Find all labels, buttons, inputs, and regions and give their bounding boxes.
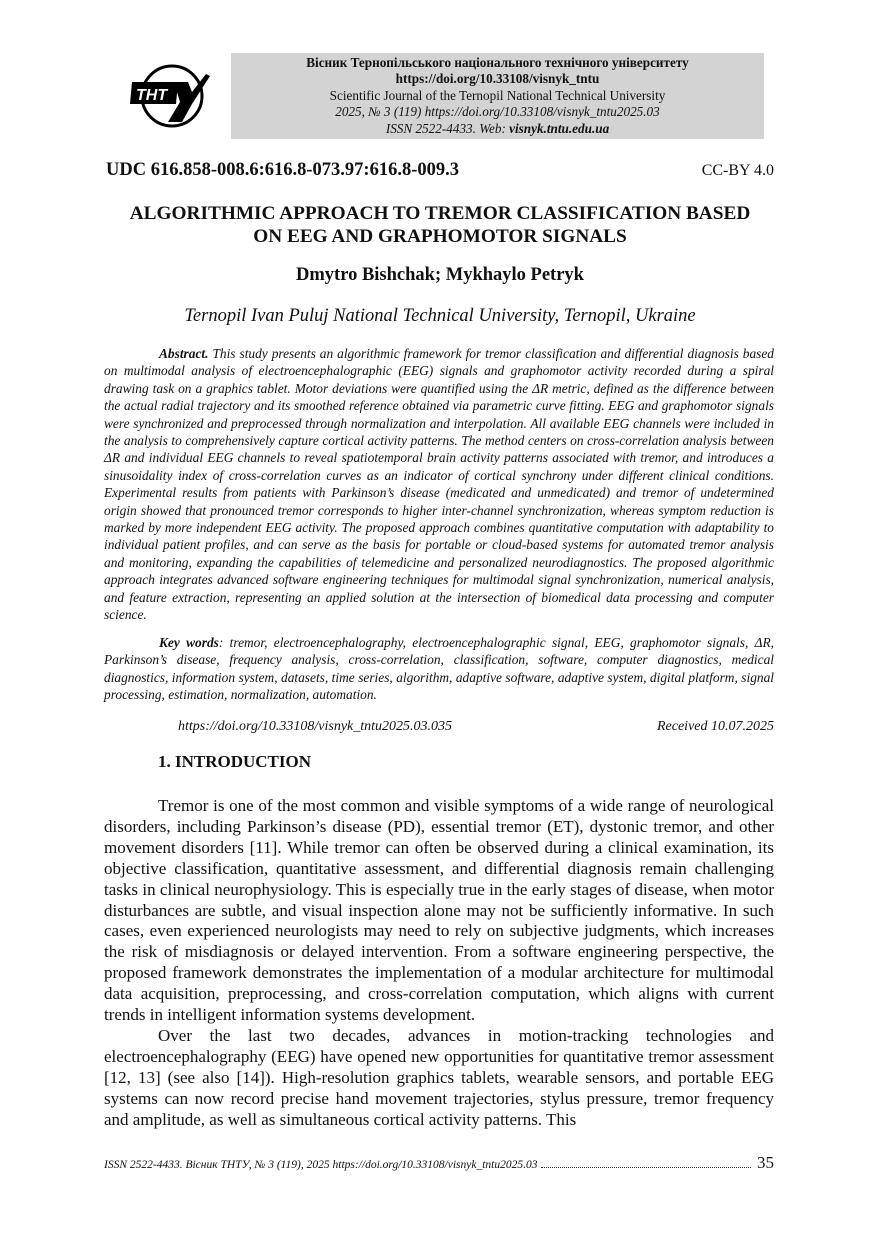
title-line-2: ON EEG AND GRAPHOMOTOR SIGNALS [253,226,627,247]
svg-text:THT: THT [136,87,168,104]
udc-row [106,160,774,181]
keywords-label: Key words [159,635,219,650]
journal-web-link[interactable]: visnyk.tntu.edu.ua [509,120,610,136]
keywords-text: : tremor, electroencephalography, electroencephalographic signal, EEG, graphomotor signals, ΔR, Parkinson’s disease, frequency analysis, cross-correlation, classification, software, computer diagnostics, medical diagnostics, information system, datasets, time series, algorithm, adaptive software, adaptive system, digital platform, signal processing, estimation, normalization, automation. [104,635,774,703]
paragraph: Tremor is one of the most common and visible symptoms of a wide range of neurological disorders, including Parkinson’s disease (PD), essential tremor (ET), dystonic tremor, and other movement disorders [11]. While tremor can often be observed during a clinical examination, its objective classification, quantitative assessment, and differential diagnosis remain challenging tasks in clinical neurophysiology. This is especially true in the early stages of disease, when motor disturbances are subtle, and visual inspection alone may not be sufficiently informative. In such cases, even experienced neurologists may need to rely on subjective judgments, which increases the risk of misdiagnosis or delayed intervention. From a software engineering perspective, the proposed framework demonstrates the implementation of a modular architecture for multimodal data acquisition, preprocessing, and cross-correlation computation, which aligns with current trends in intelligent information systems development. [104,796,774,1025]
page-number: 35 [757,1153,774,1172]
issn-web-line [231,121,764,137]
journal-header [231,53,764,139]
keywords [104,634,774,704]
abstract-text: This study presents an algorithmic framework for tremor classification and differential diagnosis based on multimodal analysis of electroencephalographic (EEG) signals and graphomotor activity recorded during a spiral drawing task on a graphics tablet. Motor deviations were quantified using the ΔR metric, defined as the difference between the actual radial trajectory and its smoothed reference obtained via parametric curve fitting. EEG and graphomotor signals were synchronized and preprocessed through normalization and interpolation. All available EEG channels were included in the analysis to comprehensively capture cortical activity patterns. The method centers on cross-correlation analysis between ΔR and individual EEG channels to reveal spatiotemporal brain activity patterns associated with tremor, and introduces a sinusoidality index of cross-correlation curves as an indicator of cortical synchrony under different clinical conditions. Experimental results from patients with Parkinson’s disease (medicated and unmedicated) and tremor of undetermined origin showed that pronounced tremor corresponds to higher inter-channel synchronization, whereas symptom reduction is marked by more independent EEG activity. The proposed approach combines quantitative computation with adaptability to individual patient profiles, and can serve as the basis for portable or cloud-based systems for automated tremor analysis and monitoring, expanding the capabilities of telemedicine and personalized neurodiagnostics. The proposed algorithmic approach integrates advanced software engineering techniques for multimodal signal synchronization, numerical analysis, and feature extraction, representing an applied solution at the intersection of biomedical data processing and computer science. [104,346,774,623]
footer-citation: ISSN 2522-4433. Вісник ТНТУ, № 3 (119), 2025 https://doi.org/10.33108/visnyk_tntu2025.03 [104,1159,538,1171]
journal-logo [130,60,210,130]
paragraph: Over the last two decades, advances in motion-tracking technologies and electroencephalography (EEG) have opened new opportunities for quantitative tremor assessment [12, 13] (see also [14]). High-resolution graphics tablets, wearable sensors, and portable EEG systems can now record precise hand movement trajectories, stylus pressure, tremor frequency and amplitude, as well as simultaneous cortical activity patterns. This [104,1025,774,1129]
received-date: Received 10.07.2025 [656,719,774,734]
abstract-label: Abstract. [159,346,209,361]
doi-row [178,719,774,735]
journal-name-uk: Вісник Тернопільського національного технічного університету [306,55,689,70]
issue-line: 2025, № 3 (119) https://doi.org/10.33108/visnyk_tntu2025.03 [335,104,660,120]
tntu-logo-icon [130,60,210,130]
title-line-1: ALGORITHMIC APPROACH TO TREMOR CLASSIFICATION BASED [129,203,751,224]
journal-doi[interactable]: https://doi.org/10.33108/visnyk_tntu [395,71,600,87]
authors: Dmytro Bishchak; Mykhaylo Petryk [296,265,584,285]
article-doi-link[interactable]: https://doi.org/10.33108/visnyk_tntu2025.03.035 [178,719,453,734]
introduction-body [104,796,774,1131]
affiliation: Ternopil Ivan Puluj National Technical University, Ternopil, Ukraine [184,306,696,326]
issn-prefix: ISSN 2522-4433. Web: [385,120,510,136]
footer-leader-dots [541,1167,751,1168]
paper-title [100,202,780,248]
udc-code: UDC 616.858-008.6:616.8-073.97:616.8-009.3 [106,160,460,180]
section-heading-introduction: 1. INTRODUCTION [158,752,312,771]
page-footer [104,1153,774,1173]
license-label: CC-BY 4.0 [701,162,774,179]
abstract [104,345,774,624]
journal-name-en: Scientific Journal of the Ternopil National Technical University [329,87,666,103]
